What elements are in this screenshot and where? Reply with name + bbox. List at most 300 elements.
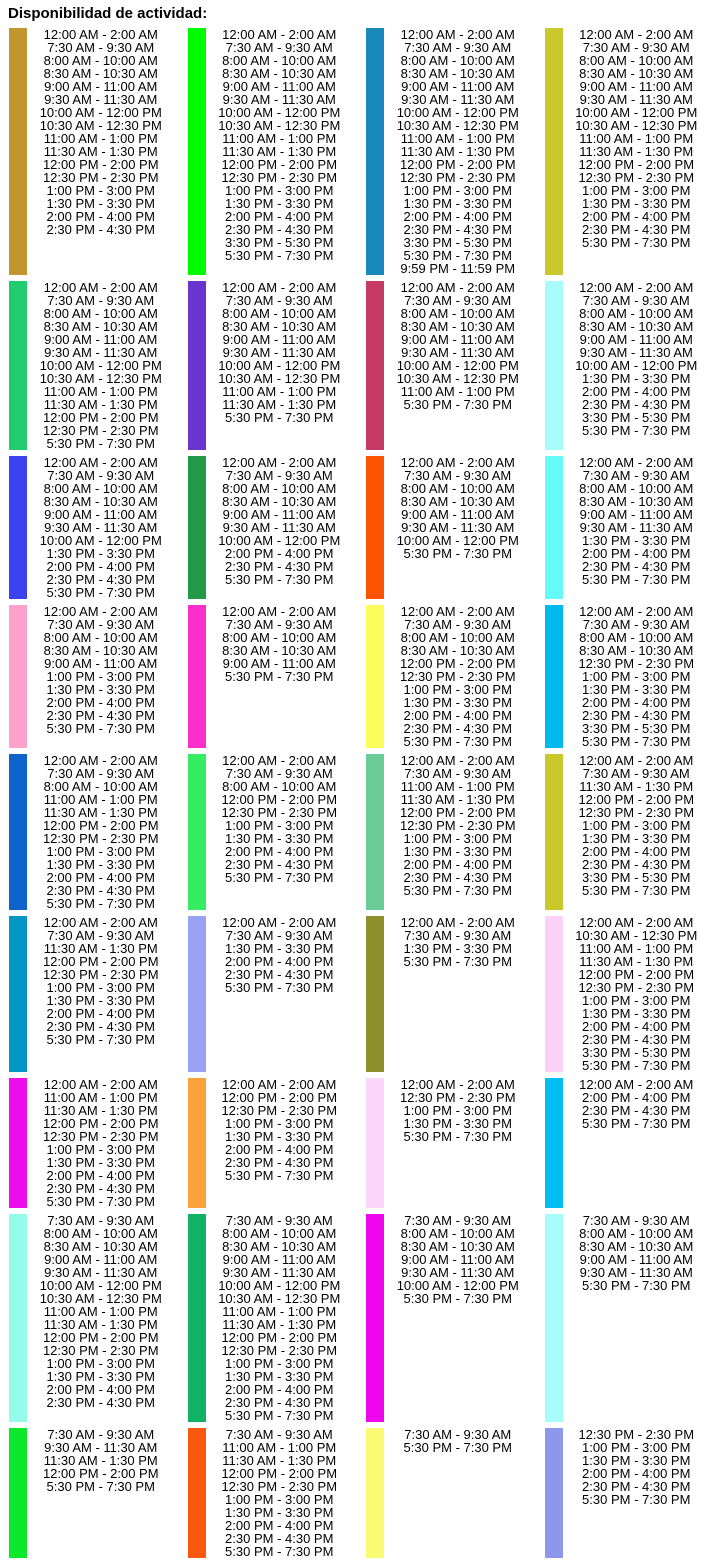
time-slot: 9:30 AM - 11:30 AM: [27, 1266, 175, 1279]
time-slot: 2:00 PM - 4:00 PM: [563, 845, 711, 858]
time-slot: 12:00 PM - 2:00 PM: [384, 158, 532, 171]
time-slot: 12:00 AM - 2:00 AM: [563, 754, 711, 767]
time-slot: 2:30 PM - 4:30 PM: [27, 573, 175, 586]
time-slot: 10:30 AM - 12:30 PM: [206, 1292, 354, 1305]
time-slot: 12:30 PM - 2:30 PM: [563, 1428, 711, 1441]
time-slot: 8:00 AM - 10:00 AM: [563, 1227, 711, 1240]
time-slot: 11:30 AM - 1:30 PM: [27, 942, 175, 955]
time-slot: 7:30 AM - 9:30 AM: [384, 41, 532, 54]
time-slot: 2:30 PM - 4:30 PM: [27, 1020, 175, 1033]
time-slot-list: [206, 456, 358, 599]
availability-block: [536, 456, 714, 599]
color-bar: [366, 1078, 384, 1208]
time-slot: 10:00 AM - 12:00 PM: [563, 359, 711, 372]
color-bar: [188, 281, 206, 450]
time-slot: 12:00 AM - 2:00 AM: [206, 28, 354, 41]
time-slot: 12:30 PM - 2:30 PM: [384, 1091, 532, 1104]
time-slot: 2:30 PM - 4:30 PM: [563, 709, 711, 722]
time-slot: 5:30 PM - 7:30 PM: [27, 1480, 175, 1493]
time-slot: 12:30 PM - 2:30 PM: [27, 1130, 175, 1143]
time-slot: 10:00 AM - 12:00 PM: [27, 1279, 175, 1292]
time-slot: 8:30 AM - 10:30 AM: [384, 1240, 532, 1253]
availability-block: [179, 605, 358, 748]
availability-block: [0, 1078, 179, 1208]
time-slot: 12:00 AM - 2:00 AM: [384, 605, 532, 618]
time-slot: 8:00 AM - 10:00 AM: [384, 54, 532, 67]
time-slot: 12:00 PM - 2:00 PM: [206, 793, 354, 806]
time-slot: 10:30 AM - 12:30 PM: [206, 372, 354, 385]
time-slot: 1:30 PM - 3:30 PM: [27, 683, 175, 696]
time-slot: 8:00 AM - 10:00 AM: [206, 482, 354, 495]
time-slot: 12:00 PM - 2:00 PM: [206, 1331, 354, 1344]
time-slot-list: [27, 1214, 179, 1422]
time-slot: 1:30 PM - 3:30 PM: [563, 683, 711, 696]
time-slot: 5:30 PM - 7:30 PM: [206, 411, 354, 424]
time-slot: 12:30 PM - 2:30 PM: [27, 171, 175, 184]
time-slot: 9:30 AM - 11:30 AM: [27, 346, 175, 359]
time-slot: 10:00 AM - 12:00 PM: [206, 106, 354, 119]
time-slot: 9:30 AM - 11:30 AM: [563, 521, 711, 534]
time-slot: 11:30 AM - 1:30 PM: [27, 1454, 175, 1467]
time-slot: 3:30 PM - 5:30 PM: [563, 1046, 711, 1059]
time-slot: 2:30 PM - 4:30 PM: [384, 223, 532, 236]
time-slot: 11:00 AM - 1:00 PM: [27, 1091, 175, 1104]
time-slot: 12:00 AM - 2:00 AM: [563, 456, 711, 469]
time-slot: 1:00 PM - 3:00 PM: [563, 819, 711, 832]
availability-block: [536, 1078, 714, 1208]
time-slot: 1:00 PM - 3:00 PM: [384, 832, 532, 845]
time-slot: 12:30 PM - 2:30 PM: [563, 806, 711, 819]
time-slot: 8:30 AM - 10:30 AM: [206, 320, 354, 333]
availability-block: [357, 281, 536, 450]
time-slot: 12:30 PM - 2:30 PM: [563, 981, 711, 994]
time-slot: 5:30 PM - 7:30 PM: [563, 1493, 711, 1506]
availability-block: [179, 754, 358, 910]
time-slot: 5:30 PM - 7:30 PM: [206, 1545, 354, 1558]
time-slot: 8:30 AM - 10:30 AM: [27, 495, 175, 508]
time-slot: 12:30 PM - 2:30 PM: [206, 171, 354, 184]
time-slot: 8:30 AM - 10:30 AM: [206, 495, 354, 508]
time-slot: 1:30 PM - 3:30 PM: [384, 1117, 532, 1130]
time-slot: 1:00 PM - 3:00 PM: [563, 670, 711, 683]
time-slot: 7:30 AM - 9:30 AM: [384, 767, 532, 780]
time-slot: 5:30 PM - 7:30 PM: [384, 1130, 532, 1143]
time-slot: 10:30 AM - 12:30 PM: [384, 119, 532, 132]
time-slot: 10:00 AM - 12:00 PM: [384, 534, 532, 547]
availability-block: [0, 281, 179, 450]
time-slot-list: [384, 754, 536, 910]
time-slot: 10:30 AM - 12:30 PM: [563, 929, 711, 942]
time-slot: 9:00 AM - 11:00 AM: [206, 80, 354, 93]
time-slot: 1:00 PM - 3:00 PM: [206, 819, 354, 832]
color-bar: [545, 605, 563, 748]
time-slot: 10:00 AM - 12:00 PM: [27, 534, 175, 547]
time-slot: 12:00 AM - 2:00 AM: [206, 916, 354, 929]
availability-block: [357, 754, 536, 910]
availability-row: [0, 281, 714, 450]
availability-block: [536, 605, 714, 748]
time-slot: 12:00 AM - 2:00 AM: [206, 281, 354, 294]
time-slot-list: [563, 916, 714, 1072]
time-slot: 11:30 AM - 1:30 PM: [27, 1104, 175, 1117]
time-slot-list: [206, 754, 358, 910]
time-slot: 9:00 AM - 11:00 AM: [563, 508, 711, 521]
time-slot-list: [563, 605, 714, 748]
time-slot: 7:30 AM - 9:30 AM: [563, 469, 711, 482]
time-slot: 1:00 PM - 3:00 PM: [27, 981, 175, 994]
time-slot: 7:30 AM - 9:30 AM: [563, 41, 711, 54]
time-slot: 3:30 PM - 5:30 PM: [563, 722, 711, 735]
time-slot: 1:30 PM - 3:30 PM: [384, 845, 532, 858]
time-slot: 5:30 PM - 7:30 PM: [206, 1169, 354, 1182]
time-slot: 2:00 PM - 4:00 PM: [206, 955, 354, 968]
availability-block: [357, 916, 536, 1072]
time-slot: 10:30 AM - 12:30 PM: [27, 372, 175, 385]
time-slot: 11:00 AM - 1:00 PM: [563, 942, 711, 955]
time-slot: 5:30 PM - 7:30 PM: [206, 573, 354, 586]
time-slot: 9:30 AM - 11:30 AM: [206, 521, 354, 534]
time-slot: 11:30 AM - 1:30 PM: [563, 955, 711, 968]
time-slot: 5:30 PM - 7:30 PM: [384, 1441, 532, 1454]
color-bar: [545, 1078, 563, 1208]
color-bar: [188, 605, 206, 748]
time-slot: 12:30 PM - 2:30 PM: [384, 819, 532, 832]
time-slot: 1:30 PM - 3:30 PM: [27, 994, 175, 1007]
time-slot: 8:30 AM - 10:30 AM: [206, 67, 354, 80]
time-slot: 12:00 PM - 2:00 PM: [27, 955, 175, 968]
time-slot: 7:30 AM - 9:30 AM: [27, 767, 175, 780]
time-slot: 2:00 PM - 4:00 PM: [563, 1467, 711, 1480]
time-slot: 9:30 AM - 11:30 AM: [384, 1266, 532, 1279]
availability-block: [179, 1214, 358, 1422]
time-slot-list: [563, 754, 714, 910]
time-slot: 12:30 PM - 2:30 PM: [384, 171, 532, 184]
time-slot: 2:30 PM - 4:30 PM: [384, 871, 532, 884]
time-slot: 5:30 PM - 7:30 PM: [563, 424, 711, 437]
availability-block: [0, 754, 179, 910]
time-slot: 1:30 PM - 3:30 PM: [27, 547, 175, 560]
time-slot: 2:30 PM - 4:30 PM: [563, 1104, 711, 1117]
time-slot: 1:30 PM - 3:30 PM: [563, 197, 711, 210]
time-slot: 11:30 AM - 1:30 PM: [27, 1318, 175, 1331]
time-slot: 11:30 AM - 1:30 PM: [563, 780, 711, 793]
time-slot: 8:30 AM - 10:30 AM: [206, 644, 354, 657]
time-slot: 12:00 AM - 2:00 AM: [27, 754, 175, 767]
time-slot-list: [206, 28, 358, 275]
time-slot: 9:00 AM - 11:00 AM: [384, 508, 532, 521]
time-slot: 10:00 AM - 12:00 PM: [384, 1279, 532, 1292]
time-slot: 12:30 PM - 2:30 PM: [27, 832, 175, 845]
availability-block: [536, 1428, 714, 1558]
time-slot: 10:00 AM - 12:00 PM: [27, 359, 175, 372]
time-slot: 5:30 PM - 7:30 PM: [27, 897, 175, 910]
time-slot: 11:00 AM - 1:00 PM: [27, 385, 175, 398]
time-slot: 8:00 AM - 10:00 AM: [384, 1227, 532, 1240]
time-slot: 8:00 AM - 10:00 AM: [206, 54, 354, 67]
time-slot: 1:00 PM - 3:00 PM: [206, 1357, 354, 1370]
time-slot: 9:30 AM - 11:30 AM: [206, 346, 354, 359]
time-slot-list: [563, 28, 714, 275]
time-slot: 9:00 AM - 11:00 AM: [563, 80, 711, 93]
availability-row: [0, 28, 714, 275]
time-slot: 7:30 AM - 9:30 AM: [206, 469, 354, 482]
time-slot-list: [27, 28, 179, 275]
color-bar: [366, 754, 384, 910]
color-bar: [9, 605, 27, 748]
time-slot: 12:00 AM - 2:00 AM: [384, 28, 532, 41]
time-slot: 12:00 AM - 2:00 AM: [27, 281, 175, 294]
time-slot: 2:00 PM - 4:00 PM: [384, 709, 532, 722]
time-slot: 1:30 PM - 3:30 PM: [206, 832, 354, 845]
time-slot: 7:30 AM - 9:30 AM: [206, 767, 354, 780]
time-slot: 9:00 AM - 11:00 AM: [27, 80, 175, 93]
time-slot: 12:30 PM - 2:30 PM: [563, 171, 711, 184]
time-slot: 10:00 AM - 12:00 PM: [206, 1279, 354, 1292]
time-slot: 2:00 PM - 4:00 PM: [206, 547, 354, 560]
time-slot: 7:30 AM - 9:30 AM: [384, 1214, 532, 1227]
availability-block: [179, 281, 358, 450]
time-slot: 9:30 AM - 11:30 AM: [27, 1441, 175, 1454]
time-slot: 2:30 PM - 4:30 PM: [206, 560, 354, 573]
availability-row: [0, 1214, 714, 1422]
time-slot: 8:00 AM - 10:00 AM: [563, 482, 711, 495]
time-slot: 5:30 PM - 7:30 PM: [384, 547, 532, 560]
color-bar: [9, 28, 27, 275]
time-slot: 7:30 AM - 9:30 AM: [563, 767, 711, 780]
time-slot: 8:30 AM - 10:30 AM: [563, 320, 711, 333]
availability-block: [0, 456, 179, 599]
time-slot: 11:30 AM - 1:30 PM: [384, 793, 532, 806]
time-slot-list: [27, 1428, 179, 1558]
time-slot: 5:30 PM - 7:30 PM: [27, 1195, 175, 1208]
time-slot-list: [27, 1078, 179, 1208]
time-slot: 2:30 PM - 4:30 PM: [206, 1156, 354, 1169]
time-slot: 9:30 AM - 11:30 AM: [27, 521, 175, 534]
time-slot: 12:00 AM - 2:00 AM: [27, 1078, 175, 1091]
time-slot: 11:00 AM - 1:00 PM: [206, 1441, 354, 1454]
availability-block: [536, 28, 714, 275]
color-bar: [366, 1214, 384, 1422]
time-slot: 8:00 AM - 10:00 AM: [27, 482, 175, 495]
time-slot: 3:30 PM - 5:30 PM: [563, 871, 711, 884]
availability-grid: [0, 28, 714, 1558]
time-slot: 9:00 AM - 11:00 AM: [206, 333, 354, 346]
availability-block: [179, 28, 358, 275]
time-slot: 8:30 AM - 10:30 AM: [384, 644, 532, 657]
time-slot: 12:30 PM - 2:30 PM: [27, 1344, 175, 1357]
time-slot-list: [563, 456, 714, 599]
time-slot: 1:30 PM - 3:30 PM: [27, 858, 175, 871]
time-slot: 8:00 AM - 10:00 AM: [563, 54, 711, 67]
availability-block: [536, 281, 714, 450]
time-slot: 12:00 AM - 2:00 AM: [27, 916, 175, 929]
time-slot: 1:30 PM - 3:30 PM: [27, 197, 175, 210]
time-slot: 2:00 PM - 4:00 PM: [27, 210, 175, 223]
time-slot-list: [206, 1078, 358, 1208]
time-slot: 12:30 PM - 2:30 PM: [27, 968, 175, 981]
time-slot: 1:00 PM - 3:00 PM: [563, 994, 711, 1007]
time-slot: 11:30 AM - 1:30 PM: [27, 145, 175, 158]
time-slot: 8:00 AM - 10:00 AM: [206, 631, 354, 644]
time-slot: 2:00 PM - 4:00 PM: [206, 1383, 354, 1396]
time-slot: 5:30 PM - 7:30 PM: [206, 871, 354, 884]
time-slot: 12:00 PM - 2:00 PM: [206, 158, 354, 171]
time-slot: 9:30 AM - 11:30 AM: [563, 93, 711, 106]
time-slot-list: [384, 1214, 536, 1422]
color-bar: [9, 1078, 27, 1208]
time-slot: 1:30 PM - 3:30 PM: [206, 1506, 354, 1519]
time-slot: 8:00 AM - 10:00 AM: [384, 307, 532, 320]
page-title: Disponibilidad de actividad:: [8, 5, 714, 22]
time-slot: 8:30 AM - 10:30 AM: [27, 1240, 175, 1253]
availability-block: [179, 916, 358, 1072]
time-slot: 2:00 PM - 4:00 PM: [27, 696, 175, 709]
time-slot: 9:00 AM - 11:00 AM: [27, 333, 175, 346]
time-slot: 5:30 PM - 7:30 PM: [384, 735, 532, 748]
time-slot: 5:30 PM - 7:30 PM: [384, 398, 532, 411]
time-slot: 12:00 AM - 2:00 AM: [563, 1078, 711, 1091]
time-slot-list: [206, 1428, 358, 1558]
time-slot: 7:30 AM - 9:30 AM: [27, 1428, 175, 1441]
time-slot: 1:00 PM - 3:00 PM: [27, 845, 175, 858]
time-slot: 2:00 PM - 4:00 PM: [27, 1169, 175, 1182]
time-slot: 9:00 AM - 11:00 AM: [384, 1253, 532, 1266]
time-slot: 8:00 AM - 10:00 AM: [384, 482, 532, 495]
time-slot: 8:00 AM - 10:00 AM: [27, 1227, 175, 1240]
time-slot: 1:00 PM - 3:00 PM: [27, 1143, 175, 1156]
time-slot: 8:30 AM - 10:30 AM: [563, 644, 711, 657]
availability-block: [357, 456, 536, 599]
time-slot: 2:00 PM - 4:00 PM: [563, 1020, 711, 1033]
time-slot: 1:30 PM - 3:30 PM: [384, 197, 532, 210]
time-slot: 2:00 PM - 4:00 PM: [563, 1091, 711, 1104]
time-slot: 12:00 PM - 2:00 PM: [27, 1117, 175, 1130]
time-slot: 1:30 PM - 3:30 PM: [384, 696, 532, 709]
time-slot: 2:00 PM - 4:00 PM: [563, 547, 711, 560]
time-slot: 1:00 PM - 3:00 PM: [27, 1357, 175, 1370]
time-slot: 2:30 PM - 4:30 PM: [206, 223, 354, 236]
color-bar: [9, 1428, 27, 1558]
time-slot: 2:00 PM - 4:00 PM: [563, 385, 711, 398]
availability-row: [0, 605, 714, 748]
time-slot: 12:30 PM - 2:30 PM: [206, 1104, 354, 1117]
time-slot: 8:30 AM - 10:30 AM: [27, 320, 175, 333]
color-bar: [9, 456, 27, 599]
time-slot: 1:00 PM - 3:00 PM: [27, 184, 175, 197]
time-slot: 11:30 AM - 1:30 PM: [27, 398, 175, 411]
time-slot: 7:30 AM - 9:30 AM: [563, 294, 711, 307]
time-slot: 5:30 PM - 7:30 PM: [563, 1059, 711, 1072]
time-slot: 12:00 AM - 2:00 AM: [206, 605, 354, 618]
color-bar: [9, 916, 27, 1072]
time-slot: 11:30 AM - 1:30 PM: [27, 806, 175, 819]
availability-row: [0, 754, 714, 910]
color-bar: [366, 916, 384, 1072]
color-bar: [545, 28, 563, 275]
time-slot: 2:00 PM - 4:00 PM: [206, 1143, 354, 1156]
time-slot: 12:00 PM - 2:00 PM: [384, 806, 532, 819]
time-slot-list: [563, 1214, 714, 1422]
time-slot: 5:30 PM - 7:30 PM: [384, 249, 532, 262]
time-slot-list: [384, 605, 536, 748]
time-slot: 8:00 AM - 10:00 AM: [563, 307, 711, 320]
time-slot: 2:30 PM - 4:30 PM: [563, 1033, 711, 1046]
time-slot: 11:00 AM - 1:00 PM: [206, 1305, 354, 1318]
time-slot: 5:30 PM - 7:30 PM: [384, 884, 532, 897]
time-slot-list: [384, 1078, 536, 1208]
time-slot: 9:00 AM - 11:00 AM: [384, 333, 532, 346]
time-slot-list: [384, 1428, 536, 1558]
time-slot: 11:00 AM - 1:00 PM: [384, 132, 532, 145]
time-slot: 5:30 PM - 7:30 PM: [563, 573, 711, 586]
color-bar: [9, 1214, 27, 1422]
time-slot: 10:00 AM - 12:00 PM: [206, 534, 354, 547]
time-slot: 1:30 PM - 3:30 PM: [206, 942, 354, 955]
time-slot: 12:00 AM - 2:00 AM: [384, 754, 532, 767]
time-slot: 7:30 AM - 9:30 AM: [563, 618, 711, 631]
color-bar: [366, 28, 384, 275]
time-slot: 5:30 PM - 7:30 PM: [563, 1279, 711, 1292]
time-slot: 2:30 PM - 4:30 PM: [563, 223, 711, 236]
time-slot: 1:30 PM - 3:30 PM: [206, 1370, 354, 1383]
time-slot: 9:30 AM - 11:30 AM: [384, 93, 532, 106]
color-bar: [188, 1214, 206, 1422]
time-slot: 1:30 PM - 3:30 PM: [563, 1454, 711, 1467]
time-slot: 1:00 PM - 3:00 PM: [206, 1493, 354, 1506]
time-slot: 9:59 PM - 11:59 PM: [384, 262, 532, 275]
time-slot: 8:00 AM - 10:00 AM: [206, 780, 354, 793]
time-slot: 8:00 AM - 10:00 AM: [206, 1227, 354, 1240]
time-slot: 9:00 AM - 11:00 AM: [206, 1253, 354, 1266]
time-slot: 12:00 AM - 2:00 AM: [206, 1078, 354, 1091]
time-slot: 2:00 PM - 4:00 PM: [27, 1383, 175, 1396]
time-slot: 10:30 AM - 12:30 PM: [206, 119, 354, 132]
time-slot: 5:30 PM - 7:30 PM: [206, 249, 354, 262]
availability-block: [179, 1078, 358, 1208]
time-slot: 12:00 AM - 2:00 AM: [206, 456, 354, 469]
color-bar: [9, 281, 27, 450]
time-slot: 7:30 AM - 9:30 AM: [384, 618, 532, 631]
time-slot: 11:30 AM - 1:30 PM: [563, 145, 711, 158]
time-slot-list: [563, 1428, 714, 1558]
availability-row: [0, 1078, 714, 1208]
availability-block: [536, 1214, 714, 1422]
time-slot: 7:30 AM - 9:30 AM: [206, 1214, 354, 1227]
time-slot: 5:30 PM - 7:30 PM: [563, 236, 711, 249]
time-slot: 11:30 AM - 1:30 PM: [206, 398, 354, 411]
time-slot: 12:30 PM - 2:30 PM: [206, 1480, 354, 1493]
color-bar: [545, 916, 563, 1072]
time-slot-list: [384, 281, 536, 450]
time-slot: 2:30 PM - 4:30 PM: [27, 884, 175, 897]
time-slot: 11:00 AM - 1:00 PM: [206, 385, 354, 398]
time-slot-list: [384, 916, 536, 1072]
color-bar: [545, 1428, 563, 1558]
time-slot: 8:30 AM - 10:30 AM: [27, 644, 175, 657]
time-slot: 8:00 AM - 10:00 AM: [563, 631, 711, 644]
time-slot: 7:30 AM - 9:30 AM: [27, 41, 175, 54]
time-slot: 2:30 PM - 4:30 PM: [563, 560, 711, 573]
time-slot: 5:30 PM - 7:30 PM: [206, 981, 354, 994]
time-slot: 12:00 PM - 2:00 PM: [563, 968, 711, 981]
time-slot: 12:00 PM - 2:00 PM: [27, 158, 175, 171]
time-slot: 5:30 PM - 7:30 PM: [27, 437, 175, 450]
time-slot: 1:30 PM - 3:30 PM: [563, 832, 711, 845]
time-slot: 10:00 AM - 12:00 PM: [384, 359, 532, 372]
time-slot: 8:30 AM - 10:30 AM: [27, 67, 175, 80]
time-slot: 5:30 PM - 7:30 PM: [563, 735, 711, 748]
time-slot: 11:00 AM - 1:00 PM: [384, 385, 532, 398]
